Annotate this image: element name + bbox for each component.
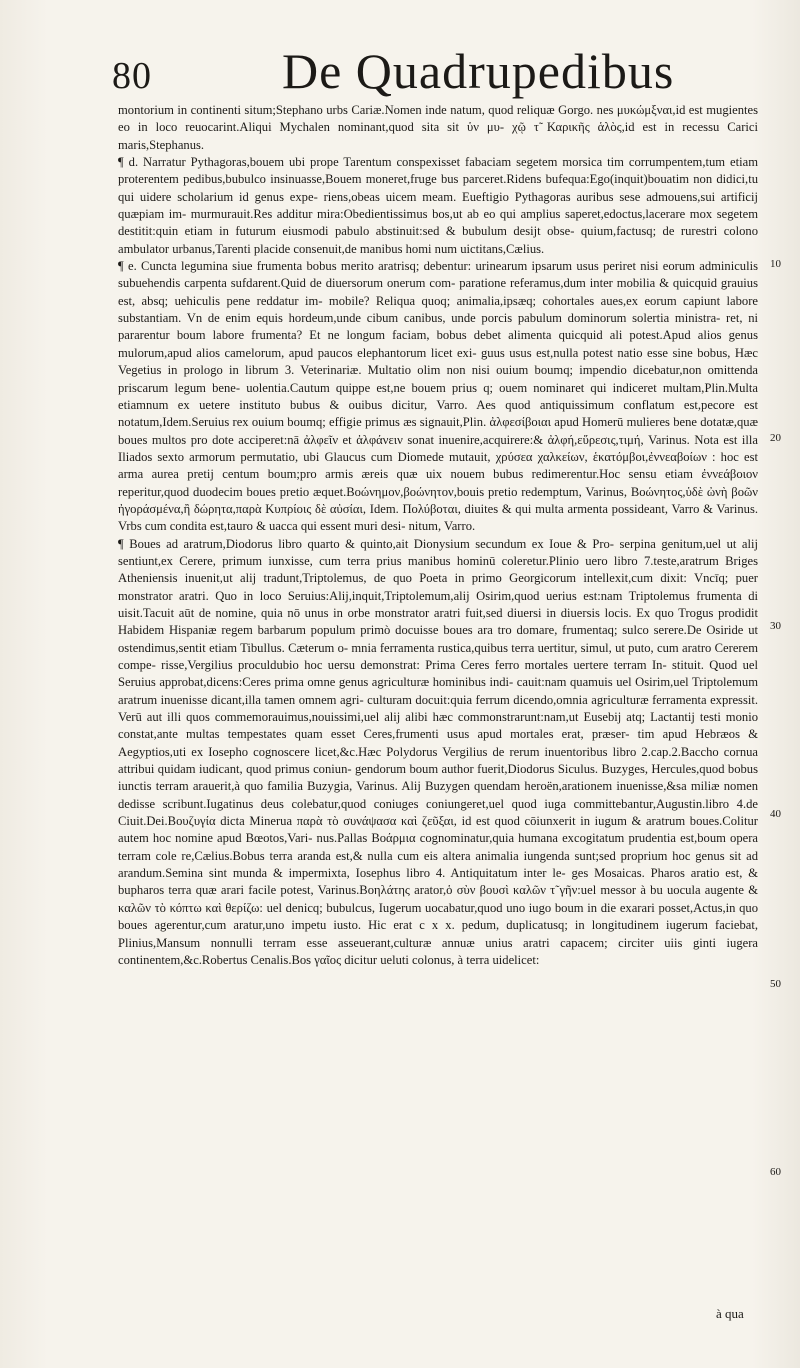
main-text-block	[118, 102, 758, 969]
paragraph-e: ¶ e. Cuncta legumina siue frumenta bobus merito aratrisq; debentur: urinearum ipsarum usus periret nisi eorum adminiculis subuehendis carpenta sufdarent.Quid de diuersorum onerum com- paratione referamus,dum inter mobilia & quicquid grauius est, absq; uehiculis pene reddatur im- mobile? Reliqua quoq; animalia,ipsæq; cohortales aues,ex eorum capiunt labore substantiam. Vn de enim equis hordeum,unde cibum canibus, unde porcis pabulum dominorum solertia ministra- ret, ni pararentur boum labore frumenta? Et ne longum faciam, bobus debet alimenta quicquid ali potest.Apud alios genus mulorum,apud alios camelorum, apud paucos elephantorum licet exi- guus usus est,nulla potest natio esse sine bobus, Hæc Vegetius in prologo in librum 3. Veterinariæ. Multatio olim non nisi ouium boumq; impendio dicebatur,non omittenda priscarum legum bene- uolentia.Cautum quippe est,ne bouem prius q; ouem nominaret qui indiceret multam,Plin.Multa etiamnum ex uetere instituto bubus & ouibus dicitur, Varro. Aes quod antiquissimum conflatum est,pecore est notatum,Idem.Seruius rex ouium boumq; effigie primus æs signauit,Plin. ἀλφεσίβοιαι apud Homerū mulieres bene dotatæ,quæ boues multos pro dote acciperet:nā ἀλφεῖν et ἀλφάνειν sonat inuenire,acquirere:& ἀλφή,εὕρεσις,τιμή, Varinus. Nota est illa Iliados sexto armorum permutatio, ubi Glaucus cum Diomede mutauit, χρύσεα χαλκείων, ἑκατόμβοι,ἐννεαβοίων : hoc est arma aurea pretij centum boum;pro armis æreis quæ uix nouem bubus redimerentur.Hoc sensu etiam ἐννεάβοιον reperitur,quod duodecim boues pretio æquet.Βοώνημον,βοώνητον,bouis pretio redemptum, Varinus, Βοώνητος,ὑδὲ ὠνὴ βοῶν ἠγοράσμένα,ἢ δώρητα,παρὰ Κυπρίοις δὲ αὐσίαι, Idem. Πολύβοται, diuites & qui multa armenta possideant, Varro & Varinus. Vrbs cum condita est,tauro & uacca qui essent muri desi- nitum, Varro.	[118, 259, 758, 534]
paragraph-boues-ad-aratrum: ¶ Boues ad aratrum,Diodorus libro quarto & quinto,ait Dionysium secundum ex Ioue & Pro- serpina genitum,uel ut alij sentiunt,ex Cerere, primum iunxisse, cum terra prius manibus hominū coleretur.Plinio uero libro 7.teste,aratrum Briges Atheniensis inuenit,ut alij tradunt,Triptolemus, de quo Poeta in primo Georgicorum intellexit,cum dixit: Vncīq; puer monstrator aratri. Quo in loco Seruius:Alij,inquit,Triptolemum,alij Osirim,quod uerius est:nam Triptolemus frumenta di uisit.Tacuit aūt de nomine, quia nō unus in orbe monstrator aratri fuit,sed diuersi in diuersis locis. Ex quo Trogus prodidit Habidem Hispaniæ regem barbarum populum primò docuisse boues ara tro domare, frumentaq; sulco serere.De Osiride ut ostendimus,sentit etiam Tibullus. Cæterum o- mnia ferramenta rustica,quibus terra uertitur, simul, ut puto, cum aratro Cererem compe- risse,Vergilius proculdubio hoc uersu demonstrat: Prima Ceres ferro mortales uertere terram In- stituit. Quod uel Seruius approbat,dicens:Ceres prima omne genus agriculturæ hominibus indi- cauit:nam quamuis uel Osirim,uel Triptolemum aratrum inuenisse dicant,illa tamen omnem agri- culturam docuit:quia ferrum dicendo,omnia agriculturæ ferramenta expressit. Verū aut illi quos commemorauimus,nouissimi,uel alij alibi hæc commonstrarunt:nam,ut Eusebij atq; Lactantij testi monio constat,ante multas tempestates quam esset Ceres,frumenti usus apud mortales erat, præser- tim apud Hebræos & Aegyptios,uti ex Iosepho cognoscere licet,&c.Hæc Polydorus Vergilius de rerum inuentoribus libro 2.cap.2.Baccho cornua attribui quidam iudicant, quod primus coniun- gendorum boum author fuerit,Diodorus Siculus. Buzyges, Hercules,quod bobus iunctis terram arauerit,à quo familia Buzygia, Varinus. Alij Buzygen quendam heroën,arationem inuenisse,&sa miliæ nomen dedisse scribunt.Iugatinus deus colebatur,quod coniuges coniungeret,uel quod iuga committebantur,Augustin.libro 4.de Ciuit.Dei.Βουζυγία dicta Minerua παρὰ τὸ συνάψασα καὶ ζεῦξαι, id est quod cōiunxerit in iugum & aratrum boues.Colitur autem hoc nomine apud Bœotos,Vari- nus.Pallas Βοάρμια cognominatur,quia humana excogitatum prudentia est,boum opera terram cole re,Cælius.Bobus terra aranda est,& nulla cum eis altera animalia iungenda sunt;sed proprium hoc genus sit ad arandum.Semina sint munda & impermixta, Iosephus libro 4. Antiquitatum inter le- ges Mosaicas. Pharos aratio est, & bupharos terra quæ arari facile potest, Varinus.Βοηλάτης arator,ὁ σὺν βουσὶ καλῶν τ̃ γῆν:uel messor à bu uocula augente & καλῶν τὸ κόπτω καὶ θερίζω: uel denicq; bubulcus, Iugerum uocabatur,quod uno iugo boum in die exarari posset,Actus,in quo boues agerentur,cum aratur,uno impetu iusto. Hic erat c x x. pedum, duplicatusq; in longitudinem iugerum faciebat, Plinius,Mansum nonnulli terram esse asseuerant,culturæ annuæ unius aratri capacem; circiter uiis ginti iugera continentem,&c.Robertus Cenalis.Bos γαῖος dicitur ueluti colonus, à terra uidelicet:	[118, 536, 758, 967]
line-number: 40	[770, 808, 781, 820]
line-number: 60	[770, 1166, 781, 1178]
catchword: à qua	[716, 1306, 744, 1321]
paragraph-d: ¶ d. Narratur Pythagoras,bouem ubi prope Tarentum conspexisset fabaciam segetem morsica tim corrumpentem,tum etiam proterentem pedibus,bubulco insinuasse,Bouem moneret,fruge bus parceret.Ridens bufequa:Ego(inquit)bouatim non didici,tu qui uidere scholarium id genus expe- riens,obeas uicem meam. Eueftigio Pythagoras auribus sese admouens,sui artificij quæpiam im- murmurauit.Res additur mira:Obedientissimus bos,ut ab eo qui amplius saperet,edoctus,lacerare mox segetem destitit:quin etiam in futurum eiusmodi pabulo abstinuit:sed & bubulum desijt obse- quium,factusq; de rurestri colono ambulator urbanus,Tarenti placide consenuit,de manibus homi num uictitans,Cælius.	[118, 155, 758, 256]
line-number: 30	[770, 620, 781, 632]
paragraph-c: montorium in continenti situm;Stephano urbs Cariæ.Nomen inde natum, quod reliquæ Gorgo. nes μυκώμξναι,id est mugientes eo in loco reuocarint.Aliqui Mychalen nominant,quod sita sit ὑν μυ- χῷ τ̃ Καρικῆς ἁλὸς,id est in recessu Carici maris,Stephanus.	[118, 103, 758, 152]
folio-number: 80	[112, 55, 152, 97]
page-header	[112, 42, 752, 104]
running-title: De Quadrupedibus	[282, 43, 675, 99]
line-number: 50	[770, 978, 781, 990]
line-number: 20	[770, 432, 781, 444]
line-number: 10	[770, 258, 781, 270]
